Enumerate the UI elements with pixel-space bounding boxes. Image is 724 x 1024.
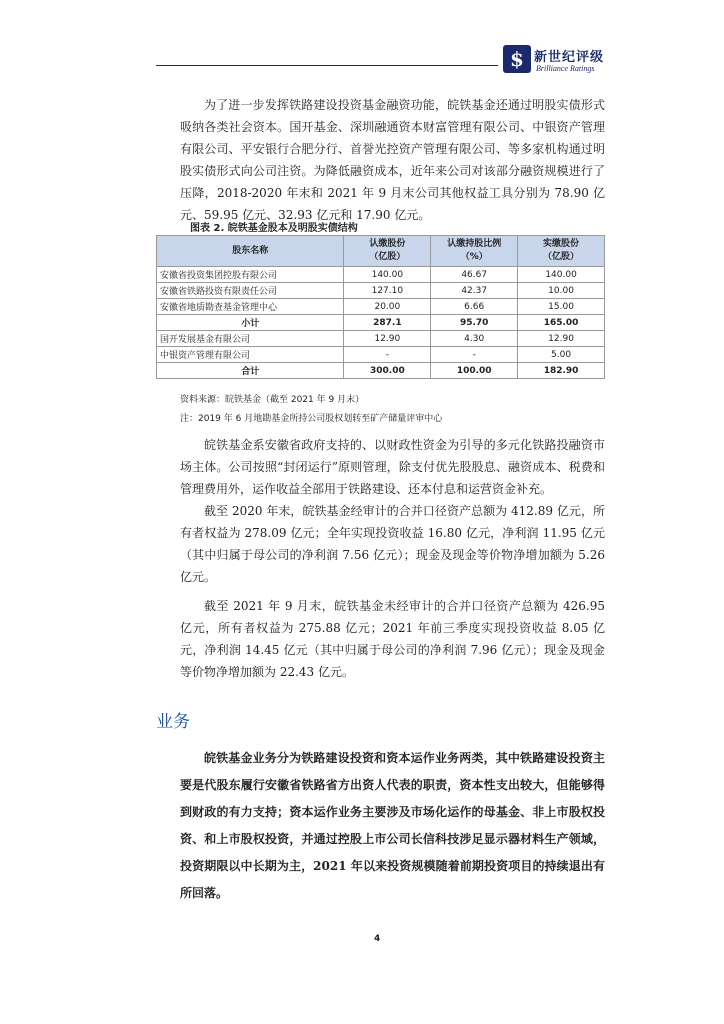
row-ratio: 95.70 <box>431 315 518 331</box>
shareholder-table <box>156 235 605 379</box>
row-name: 国开发展基金有限公司 <box>157 331 344 347</box>
financials-2021-paragraph: 截至 2021 年 9 月末，皖铁基金未经审计的合并口径资产总额为 426.95 亿元，所有者权益为 275.88 亿元；2021 年前三季度实现投资收益 8.05 亿元，净利润 14.45 亿元（其中归属于母公司的净利润 7.96 亿元）；现金及现金等价物净增加额为 22.43 亿元。 <box>180 599 605 679</box>
brilliance-ratings-logo <box>502 44 622 78</box>
logo-chinese-name: 新世纪评级 <box>534 50 605 65</box>
subtotal-row <box>157 315 605 331</box>
intro-paragraph: 为了进一步发挥铁路建设投资基金融资功能，皖铁基金还通过明股实债形式吸纳各类社会资本。国开基金、深圳融通资本财富管理有限公司、中银资产管理有限公司、平安银行合肥分行、首誉光控资产管理有限公司、等多家机构通过明股实债形式向公司注资。为降低融资成本，近年来公司对该部分融资规模进行了压降，2018-2020 年末和 2021 年 9 月末公司其他权益工具分别为 78.90 亿元、59.95 亿元、32.93 亿元和 17.90 亿元。 <box>180 98 605 222</box>
financials-2020-paragraph: 截至 2020 年末，皖铁基金经审计的合并口径资产总额为 412.89 亿元，所有者权益为 278.09 亿元；全年实现投资收益 16.80 亿元，净利润 11.95 亿元（其中归属于母公司的净利润 7.56 亿元）；现金及现金等价物净增加额为 5.26 亿元。 <box>180 504 605 584</box>
row-paidin: 5.00 <box>518 347 605 363</box>
header-subscribed-shares: 认缴股份 （亿股） <box>344 236 431 267</box>
row-ratio: 46.67 <box>431 267 518 283</box>
table-row <box>157 331 605 347</box>
table-row <box>157 267 605 283</box>
row-paidin: 140.00 <box>518 267 605 283</box>
row-ratio: 100.00 <box>431 363 518 379</box>
row-ratio: 4.30 <box>431 331 518 347</box>
row-name: 中银资产管理有限公司 <box>157 347 344 363</box>
row-paidin: 12.90 <box>518 331 605 347</box>
logo-english-name: Brilliance Ratings <box>536 64 595 73</box>
table-row <box>157 283 605 299</box>
row-subscribed: 127.10 <box>344 283 431 299</box>
table-note: 注：2019 年 6 月地勘基金所持公司股权划转至矿产储量评审中心 <box>180 414 443 424</box>
row-ratio: - <box>431 347 518 363</box>
row-subscribed: - <box>344 347 431 363</box>
header-shareholder-name: 股东名称 <box>157 236 344 267</box>
page-number: 4 <box>374 934 381 944</box>
company-overview-paragraph: 皖铁基金系安徽省政府支持的、以财政性资金为引导的多元化铁路投融资市场主体。公司按照“封闭运行”原则管理，除支付优先股股息、融资成本、税费和管理费用外，运作收益全部用于铁路建设、还本付息和运营资金补充。 <box>180 438 605 496</box>
total-row <box>157 363 605 379</box>
row-subscribed: 12.90 <box>344 331 431 347</box>
section-title: 业务 <box>156 712 190 732</box>
table-row <box>157 347 605 363</box>
row-subscribed: 20.00 <box>344 299 431 315</box>
business-summary-paragraph: 皖铁基金业务分为铁路建设投资和资本运作业务两类，其中铁路建设投资主要是代股东履行安徽省铁路省方出资人代表的职责，资本性支出较大，但能够得到财政的有力支持；资本运作业务主要涉及市场化运作的母基金、非上市股权投资、和上市股权投资，并通过控股上市公司长信科技涉足显示器材料生产领域，投资期限以中长期为主，2021 年以来投资规模随着前期投资项目的持续退出有所回落。 <box>180 751 605 900</box>
row-paidin: 15.00 <box>518 299 605 315</box>
row-paidin: 165.00 <box>518 315 605 331</box>
row-ratio: 6.66 <box>431 299 518 315</box>
row-name: 合计 <box>157 363 344 379</box>
header-paidin-shares: 实缴股份 （亿股） <box>518 236 605 267</box>
table-row <box>157 299 605 315</box>
row-subscribed: 287.1 <box>344 315 431 331</box>
header-subscribed-ratio: 认缴持股比例 （%） <box>431 236 518 267</box>
row-name: 安徽省地质勘查基金管理中心 <box>157 299 344 315</box>
row-subscribed: 140.00 <box>344 267 431 283</box>
row-paidin: 10.00 <box>518 283 605 299</box>
logo-mark-icon <box>502 44 532 74</box>
table-header-row <box>157 236 605 267</box>
row-name: 安徽省铁路投资有限责任公司 <box>157 283 344 299</box>
svg-text:$: $ <box>510 47 524 71</box>
row-paidin: 182.90 <box>518 363 605 379</box>
row-name: 安徽省投资集团控股有限公司 <box>157 267 344 283</box>
row-subscribed: 300.00 <box>344 363 431 379</box>
row-ratio: 42.37 <box>431 283 518 299</box>
table-source: 资料来源：皖铁基金（截至 2021 年 9 月末） <box>180 395 365 405</box>
figure-title: 图表 2. 皖铁基金股本及明股实债结构 <box>190 223 358 234</box>
row-name: 小计 <box>157 315 344 331</box>
header-rule <box>156 65 498 66</box>
